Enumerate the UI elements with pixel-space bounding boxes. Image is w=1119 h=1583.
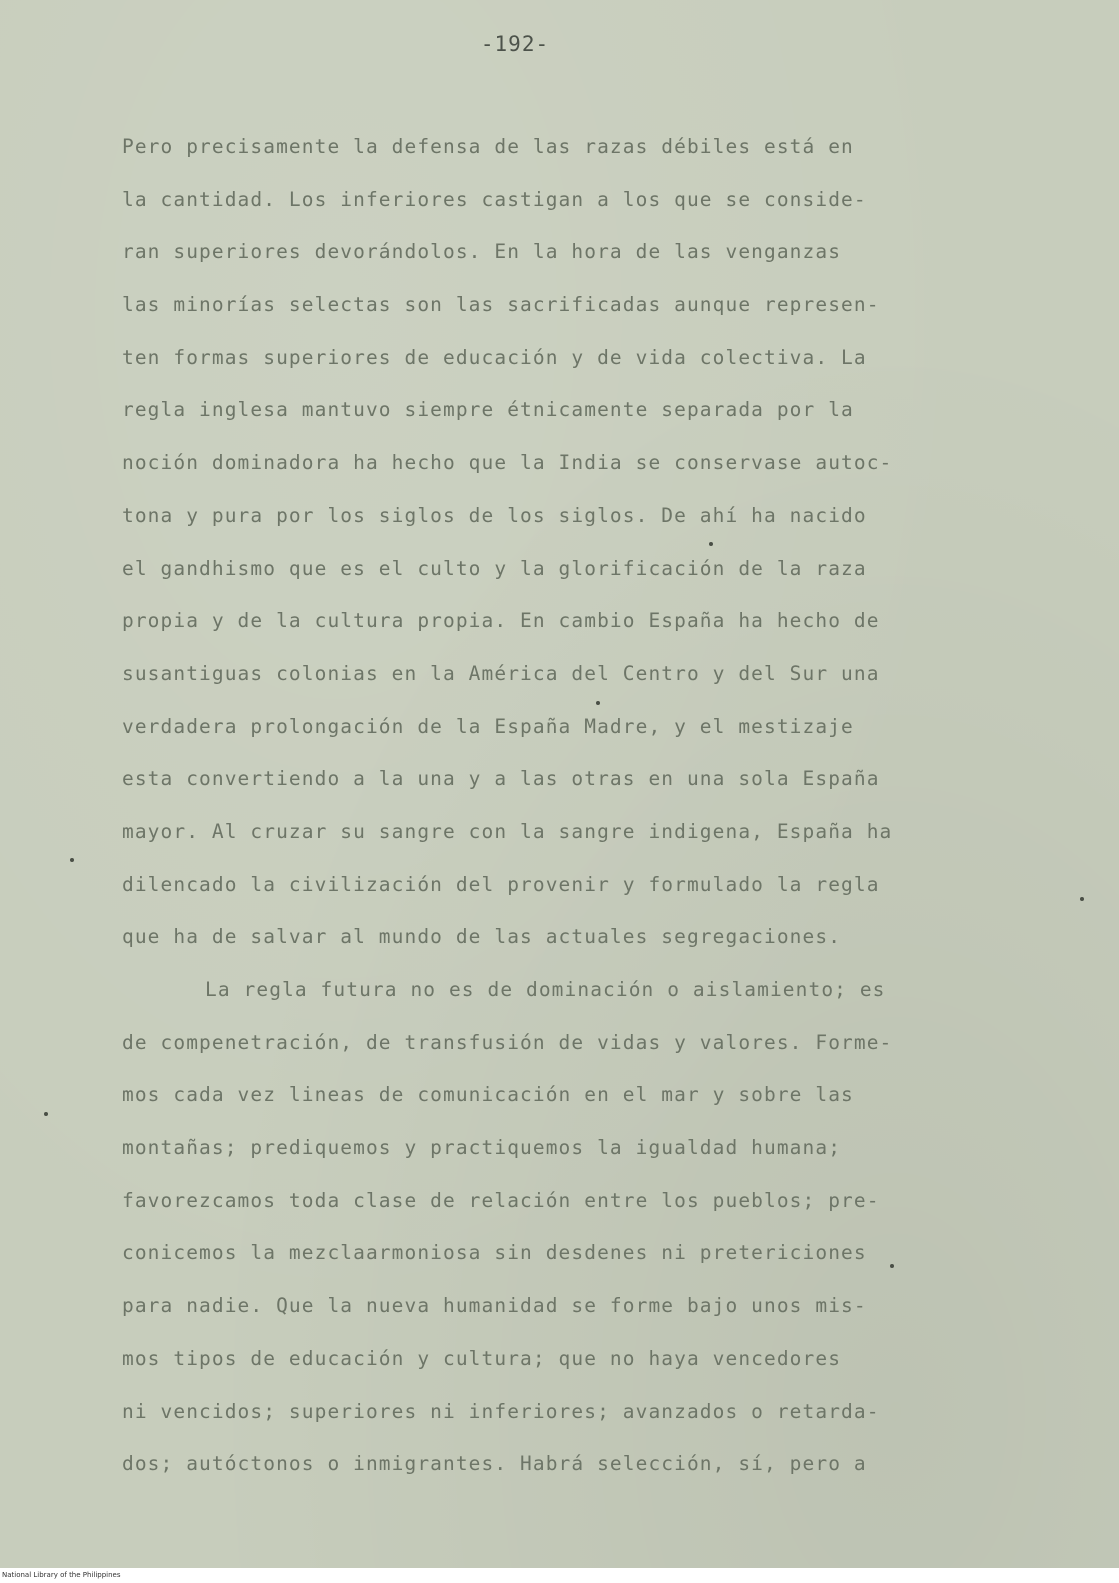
text-line: Pero precisamente la defensa de las razas débiles está en bbox=[122, 135, 854, 158]
typewritten-text bbox=[122, 128, 1062, 1498]
text-line: mayor. Al cruzar su sangre con la sangre indigena, España ha bbox=[122, 819, 893, 843]
text-line: mos cada vez lineas de comunicación en el mar y sobre las bbox=[122, 1083, 854, 1107]
text-line: el gandhismo que es el culto y la glorificación de la raza bbox=[122, 556, 867, 580]
text-line: regla inglesa mantuvo siempre étnicamente separada por la bbox=[122, 398, 854, 422]
text-line: dos; autóctonos o inmigrantes. Habrá selección, sí, pero a bbox=[122, 1452, 867, 1476]
text-line: propia y de la cultura propia. En cambio España ha hecho de bbox=[122, 609, 880, 633]
text-line: la cantidad. Los inferiores castigan a los que se conside- bbox=[122, 187, 867, 211]
text-line: que ha de salvar al mundo de las actuales segregaciones. bbox=[122, 925, 842, 949]
ink-speck bbox=[596, 701, 600, 705]
text-line: mos tipos de educación y cultura; que no haya vencedores bbox=[122, 1346, 842, 1370]
ink-speck bbox=[709, 542, 713, 546]
text-line: las minorías selectas son las sacrificadas aunque represen- bbox=[122, 293, 880, 317]
text-line: conicemos la mezclaarmoniosa sin desdenes ni preteriсiones bbox=[122, 1241, 867, 1265]
text-line: susantiguas colonias en la América del Centro y del Sur una bbox=[122, 661, 880, 685]
library-credit: National Library of the Philippines bbox=[2, 1571, 121, 1579]
text-line: esta convertiendo a la una y a las otras en una sola España bbox=[122, 767, 880, 791]
text-line: para nadie. Que la nueva humanidad se forme bajo unos mis- bbox=[122, 1294, 867, 1318]
text-line: verdadera prolongación de la España Madre, y el mestizaje bbox=[122, 714, 854, 738]
page-number: -192- bbox=[480, 32, 550, 56]
ink-speck bbox=[890, 1264, 894, 1268]
text-line: ni vencidos; superiores ni inferiores; avanzados o retarda- bbox=[122, 1399, 880, 1423]
text-line: montañas; prediquemos y practiquemos la igualdad humana; bbox=[122, 1136, 842, 1160]
ink-speck bbox=[70, 858, 74, 862]
text-line: La regla futura no es de dominación o aislamiento; es bbox=[205, 978, 886, 1001]
text-line: ran superiores devorándolos. En la hora de las venganzas bbox=[122, 240, 842, 264]
text-line: de compenetración, de transfusión de vidas y valores. Forme- bbox=[122, 1030, 893, 1054]
text-line: noción dominadora ha hecho que la India se conservase autoc- bbox=[122, 451, 893, 475]
ink-speck bbox=[1080, 897, 1084, 901]
text-line: dilencado la civilización del provenir y formulado la regla bbox=[122, 872, 880, 896]
text-line: tona y pura por los siglos de los siglos. De ahí ha nacido bbox=[122, 503, 867, 527]
text-line: favorezcamos toda clase de relación entre los pueblos; pre- bbox=[122, 1188, 880, 1212]
text-line: ten formas superiores de educación y de vida colectiva. La bbox=[122, 345, 867, 369]
ink-speck bbox=[44, 1112, 48, 1116]
